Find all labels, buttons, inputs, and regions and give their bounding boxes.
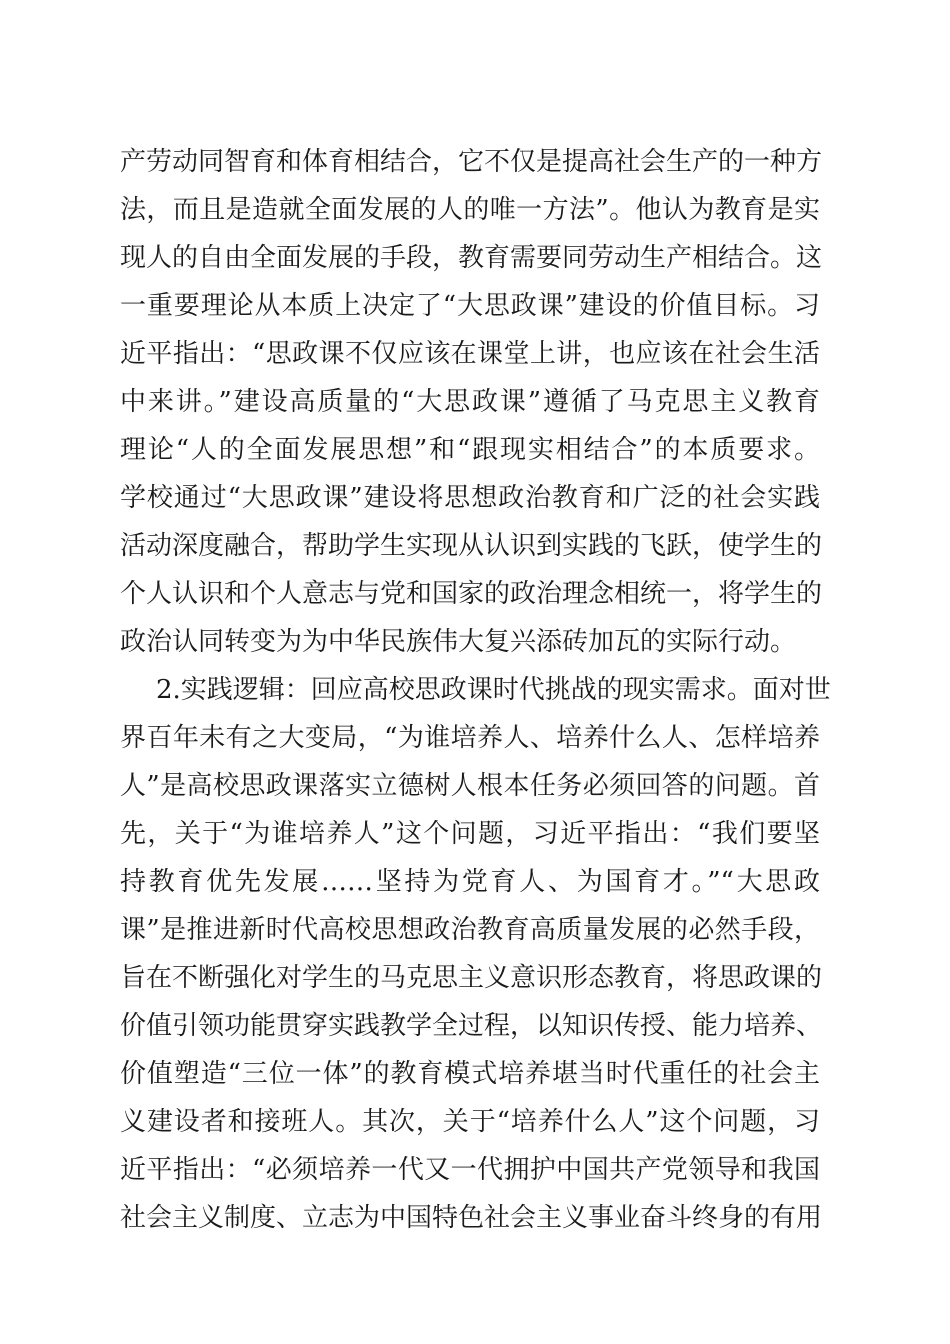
text-line: 理论“人的全面发展思想”和“跟现实相结合”的本质要求。 [120,435,820,465]
text-line: 政治认同转变为为中华民族伟大复兴添砖加瓦的实际行动。 [120,627,797,657]
text-line: 法，而且是造就全面发展的人的唯一方法”。他认为教育是实 [120,195,820,225]
text-line: 学校通过“大思政课”建设将思想政治教育和广泛的社会实践 [120,483,820,513]
text-line: 先，关于“为谁培养人”这个问题，习近平指出：“我们要坚 [120,819,820,849]
text-line: 价值引领功能贯穿实践教学全过程，以知识传授、能力培养、 [120,1011,823,1041]
text-line: 价值塑造“三位一体”的教育模式培养堪当时代重任的社会主 [120,1059,820,1089]
text-line: 课”是推进新时代高校思想政治教育高质量发展的必然手段， [120,915,820,945]
text-line: 持教育优先发展……坚持为党育人、为国育才。”“大思政 [120,867,820,897]
text-line: 近平指出：“思政课不仅应该在课堂上讲，也应该在社会生活 [120,339,820,369]
text-line: 旨在不断强化对学生的马克思主义意识形态教育，将思政课的 [120,963,823,993]
text-line: 近平指出：“必须培养一代又一代拥护中国共产党领导和我国 [120,1155,820,1185]
section-heading-line: 2.实践逻辑：回应高校思政课时代挑战的现实需求。面对世 [156,675,831,705]
text-line: 现人的自由全面发展的手段，教育需要同劳动生产相结合。这 [120,243,823,273]
text-line: 产劳动同智育和体育相结合，它不仅是提高社会生产的一种方 [120,147,823,177]
text-line: 界百年未有之大变局，“为谁培养人、培养什么人、怎样培养 [120,723,820,753]
text-line: 社会主义制度、立志为中国特色社会主义事业奋斗终身的有用 [120,1203,823,1233]
text-line: 中来讲。”建设高质量的“大思政课”遵循了马克思主义教育 [120,387,820,417]
text-line: 人”是高校思政课落实立德树人根本任务必须回答的问题。首 [120,771,820,801]
text-line: 一重要理论从本质上决定了“大思政课”建设的价值目标。习 [120,291,820,321]
text-line: 义建设者和接班人。其次，关于“培养什么人”这个问题，习 [120,1107,820,1137]
text-line: 活动深度融合，帮助学生实现从认识到实践的飞跃，使学生的 [120,531,823,561]
text-line: 个人认识和个人意志与党和国家的政治理念相统一，将学生的 [120,579,823,609]
